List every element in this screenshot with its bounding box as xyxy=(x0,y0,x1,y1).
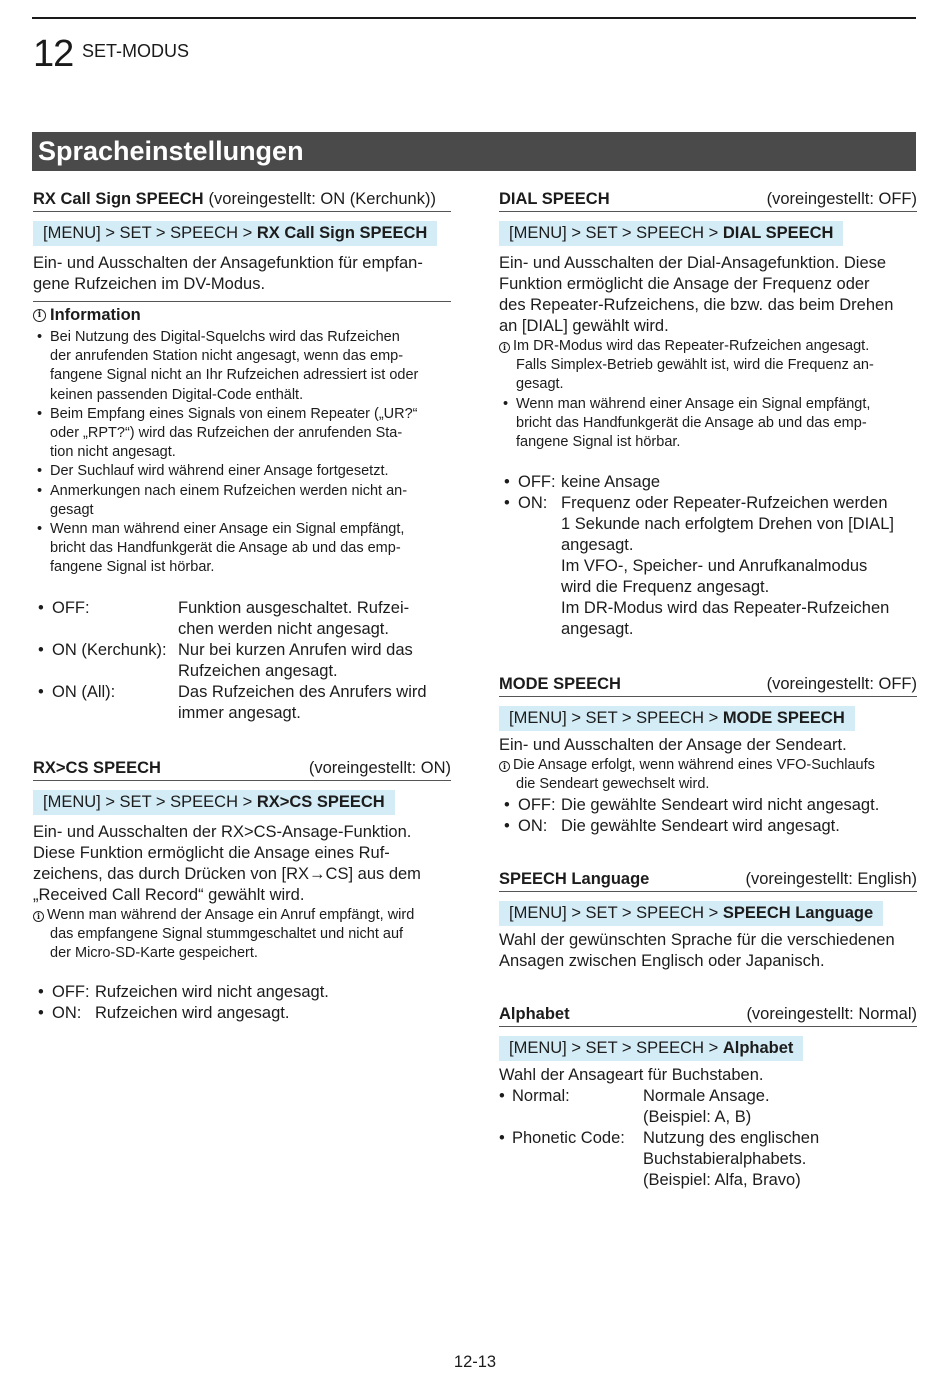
option-row xyxy=(499,1128,917,1191)
note-line xyxy=(499,756,917,775)
dial-menu-path xyxy=(499,221,843,246)
alphabet-description: Wahl der Ansageart für Buchstaben. xyxy=(499,1065,764,1084)
dial-heading xyxy=(499,189,917,212)
list-line: bricht das Handfunkgerät die Ansage ab und das emp- xyxy=(516,414,867,431)
mode-options xyxy=(499,795,917,837)
information-list xyxy=(33,328,451,578)
bullet: • xyxy=(499,1128,505,1147)
option-row xyxy=(499,1086,917,1128)
mode-note xyxy=(499,756,917,794)
list-item xyxy=(33,405,451,463)
option-key: ON (All): xyxy=(52,682,116,701)
option-key: ON: xyxy=(518,494,548,513)
list-line: gesagt xyxy=(50,501,94,518)
description-line: an [DIAL] gewählt wird. xyxy=(499,317,669,335)
top-rule xyxy=(32,17,916,19)
description-line: Ein- und Ausschalten der Dial-Ansagefunktion. Diese xyxy=(499,254,887,272)
option-row xyxy=(33,598,451,640)
menu-path-item: MODE SPEECH xyxy=(722,709,845,728)
option-line: Im DR-Modus wird das Repeater-Rufzeichen xyxy=(561,599,890,618)
option-key: OFF: xyxy=(518,473,556,492)
alphabet-name: Alphabet xyxy=(499,1004,570,1023)
option-row xyxy=(33,640,451,682)
menu-path-prefix: [MENU] > SET > SPEECH > xyxy=(509,709,723,728)
dial-options xyxy=(499,472,917,640)
info-icon: i xyxy=(499,761,510,772)
description-line: „Received Call Record“ gewählt wird. xyxy=(33,885,305,904)
menu-path-prefix: [MENU] > SET > SPEECH > xyxy=(43,224,257,242)
list-line: • Der Suchlauf wird während einer Ansage fortgesetzt. xyxy=(50,463,389,480)
option-value: Die gewählte Sendeart wird angesagt. xyxy=(561,816,840,835)
description-line: des Repeater-Rufzeichens, die bzw. das beim Drehen xyxy=(499,296,894,314)
option-value: Rufzeichen wird angesagt. xyxy=(95,1004,290,1023)
list-line: der anrufenden Station nicht angesagt, wenn das emp- xyxy=(50,348,404,365)
option-key: OFF: xyxy=(518,795,556,814)
note-line xyxy=(499,337,917,356)
bullet: • xyxy=(504,494,510,513)
option-key: ON: xyxy=(518,816,548,835)
list-line: fangene Signal ist hörbar. xyxy=(516,434,681,451)
option-row xyxy=(499,493,917,640)
option-row xyxy=(499,816,917,837)
dial-name: DIAL SPEECH xyxy=(499,190,610,208)
option-line: wird die Frequenz angesagt. xyxy=(561,578,770,597)
option-line: keine Ansage xyxy=(561,473,661,492)
menu-path-item: RX>CS SPEECH xyxy=(256,792,385,811)
menu-path-item: Alphabet xyxy=(722,1038,794,1057)
language-name: SPEECH Language xyxy=(499,869,650,888)
option-key: ON (Kerchunk): xyxy=(52,640,167,659)
rx-call-sign-options xyxy=(33,598,451,724)
bullet: • xyxy=(38,682,44,701)
rxcs-options xyxy=(33,982,451,1024)
option-key: Normal: xyxy=(512,1086,570,1105)
option-value xyxy=(178,640,451,682)
list-line: • Bei Nutzung des Digital-Squelchs wird das Rufzeichen xyxy=(50,329,400,345)
option-row xyxy=(33,1003,451,1024)
option-line: Funktion ausgeschaltet. Rufzei- xyxy=(178,598,410,617)
menu-path-prefix: [MENU] > SET > SPEECH > xyxy=(509,903,723,922)
option-line: Das Rufzeichen des Anrufers wird xyxy=(178,682,427,701)
rxcs-name: RX>CS SPEECH xyxy=(33,758,161,777)
bullet: • xyxy=(499,1086,505,1105)
option-line: Nur bei kurzen Anrufen wird das xyxy=(178,640,413,659)
note-line: Falls Simplex-Betrieb gewählt ist, wird die Frequenz an- xyxy=(516,357,874,374)
option-line: (Beispiel: Alfa, Bravo) xyxy=(643,1170,801,1189)
option-row xyxy=(33,682,451,724)
info-icon: i xyxy=(33,911,44,922)
bullet: • xyxy=(38,598,44,617)
mode-menu-path xyxy=(499,706,855,731)
bullet: • xyxy=(38,1004,44,1023)
note-line: das empfangene Signal stummgeschaltet und nicht auf xyxy=(50,925,404,942)
mode-heading xyxy=(499,674,917,697)
list-line: • Wenn man während einer Ansage ein Signal empfängt, xyxy=(50,521,405,538)
rxcs-note xyxy=(33,906,451,964)
list-item xyxy=(33,482,451,520)
option-value xyxy=(643,1086,917,1128)
rxcs-heading xyxy=(33,758,451,781)
rx-call-sign-default: (voreingestellt: ON (Kerchunk)) xyxy=(208,190,436,208)
rx-call-sign-menu-path xyxy=(33,221,437,246)
list-line: keinen passenden Digital-Code enthält. xyxy=(50,386,304,403)
mode-description: Ein- und Ausschalten der Ansage der Sendeart. xyxy=(499,736,847,755)
alphabet-menu-path xyxy=(499,1036,803,1061)
option-line: angesagt. xyxy=(561,620,634,639)
description-line: Ansagen zwischen Englisch oder Japanisch. xyxy=(499,951,825,970)
option-line: (Beispiel: A, B) xyxy=(643,1107,752,1126)
list-item xyxy=(499,395,917,453)
page-number: 12-13 xyxy=(453,1353,497,1371)
menu-path-item: SPEECH Language xyxy=(722,903,874,922)
list-item xyxy=(33,328,451,405)
language-description xyxy=(499,930,917,972)
information-heading xyxy=(33,301,451,326)
option-value: Die gewählte Sendeart wird nicht angesagt. xyxy=(561,795,880,814)
note-line: der Micro-SD-Karte gespeichert. xyxy=(50,945,258,962)
rxcs-menu-path xyxy=(33,790,395,815)
right-column xyxy=(499,189,917,1191)
option-value xyxy=(643,1128,917,1191)
option-line: Frequenz oder Repeater-Rufzeichen werden xyxy=(561,494,888,513)
menu-path-prefix: [MENU] > SET > SPEECH > xyxy=(509,224,723,242)
description-line: Ein- und Ausschalten der Ansagefunktion für empfan- xyxy=(33,254,423,272)
rx-call-sign-description xyxy=(33,253,451,295)
info-icon: i xyxy=(499,342,510,353)
note-text: Die Ansage erfolgt, wenn während eines VFO-Suchlaufs xyxy=(513,757,875,774)
list-line: • Anmerkungen nach einem Rufzeichen werden nicht an- xyxy=(50,482,408,499)
option-line: Im VFO-, Speicher- und Anrufkanalmodus xyxy=(561,557,868,576)
option-line: 1 Sekunde nach erfolgtem Drehen von [DIAL] xyxy=(561,515,894,534)
language-default: (voreingestellt: English) xyxy=(745,869,917,888)
dial-note-list xyxy=(499,395,917,453)
language-menu-path xyxy=(499,901,883,926)
dial-description xyxy=(499,253,917,337)
option-value xyxy=(561,493,917,640)
option-line: Normale Ansage. xyxy=(643,1086,770,1105)
option-key: ON: xyxy=(52,1004,82,1023)
rxcs-default: (voreingestellt: ON) xyxy=(308,758,451,777)
description-line: Funktion ermöglicht die Ansage der Frequenz oder xyxy=(499,275,870,293)
option-value xyxy=(178,682,451,724)
bullet: • xyxy=(504,816,510,835)
list-line: fangene Signal ist hörbar. xyxy=(50,559,215,576)
list-line: • Beim Empfang eines Signals von einem Repeater („UR?“ xyxy=(50,405,418,422)
option-key: OFF: xyxy=(52,598,90,617)
mode-default: (voreingestellt: OFF) xyxy=(766,675,917,694)
bullet: • xyxy=(38,983,44,1002)
list-line: fangene Signal nicht an Ihr Rufzeichen adressiert ist oder xyxy=(50,367,419,384)
option-key: OFF: xyxy=(52,983,90,1002)
rx-call-sign-name: RX Call Sign SPEECH xyxy=(33,190,204,208)
list-line: oder „RPT?“) wird das Rufzeichen der anrufenden Sta- xyxy=(50,425,403,442)
option-value xyxy=(561,472,917,493)
language-heading xyxy=(499,869,917,892)
description-line: Wahl der gewünschten Sprache für die verschiedenen xyxy=(499,930,895,949)
alphabet-options xyxy=(499,1086,917,1191)
option-value: Rufzeichen wird nicht angesagt. xyxy=(95,983,329,1002)
option-row xyxy=(499,472,917,493)
dial-note xyxy=(499,337,917,395)
note-line: die Sendeart gewechselt wird. xyxy=(516,776,710,793)
note-line xyxy=(33,906,451,925)
rx-call-sign-heading xyxy=(33,189,451,212)
list-line: tion nicht angesagt. xyxy=(50,444,176,461)
description-line: Ein- und Ausschalten der RX>CS-Ansage-Funktion. xyxy=(33,822,412,841)
menu-path-prefix: [MENU] > SET > SPEECH > xyxy=(43,792,257,811)
bullet: • xyxy=(504,795,510,814)
note-text: Im DR-Modus wird das Repeater-Rufzeichen angesagt. xyxy=(513,338,870,354)
chapter-number: 12 xyxy=(33,33,74,75)
option-line: Buchstabieralphabets. xyxy=(643,1149,807,1168)
option-line: angesagt. xyxy=(561,536,634,555)
option-value xyxy=(178,598,451,640)
section-title: Spracheinstellungen xyxy=(32,132,916,171)
menu-path-prefix: [MENU] > SET > SPEECH > xyxy=(509,1038,723,1057)
option-line: immer angesagt. xyxy=(178,703,301,722)
chapter-title: SET-MODUS xyxy=(82,41,190,61)
option-row xyxy=(499,795,917,816)
list-line: • Wenn man während einer Ansage ein Signal empfängt, xyxy=(516,395,871,412)
menu-path-item: DIAL SPEECH xyxy=(722,224,834,242)
description-line: zeichens, das durch Drücken von [RX→CS] aus dem xyxy=(33,864,421,883)
rxcs-description xyxy=(33,822,451,906)
bullet: • xyxy=(38,640,44,659)
note-text: Wenn man während der Ansage ein Anruf empfängt, wird xyxy=(47,906,415,923)
option-line: Rufzeichen angesagt. xyxy=(178,661,338,680)
information-title: Information xyxy=(50,306,141,324)
description-line: gene Rufzeichen im DV-Modus. xyxy=(33,275,266,293)
list-item xyxy=(33,520,451,578)
description-line: Diese Funktion ermöglicht die Ansage eines Ruf- xyxy=(33,843,390,862)
option-line: Nutzung des englischen xyxy=(643,1128,820,1147)
alphabet-default: (voreingestellt: Normal) xyxy=(746,1004,917,1023)
option-key: Phonetic Code: xyxy=(512,1128,625,1147)
dial-default: (voreingestellt: OFF) xyxy=(766,190,917,208)
list-item xyxy=(33,462,451,481)
left-column xyxy=(33,189,451,1024)
info-icon: i xyxy=(33,309,46,322)
mode-name: MODE SPEECH xyxy=(499,675,621,694)
note-line: gesagt. xyxy=(516,376,564,393)
alphabet-heading xyxy=(499,1004,917,1027)
option-row xyxy=(33,982,451,1003)
menu-path-item: RX Call Sign SPEECH xyxy=(256,224,428,242)
bullet: • xyxy=(504,473,510,492)
option-line: chen werden nicht angesagt. xyxy=(178,619,389,638)
list-line: bricht das Handfunkgerät die Ansage ab und das emp- xyxy=(50,540,401,557)
